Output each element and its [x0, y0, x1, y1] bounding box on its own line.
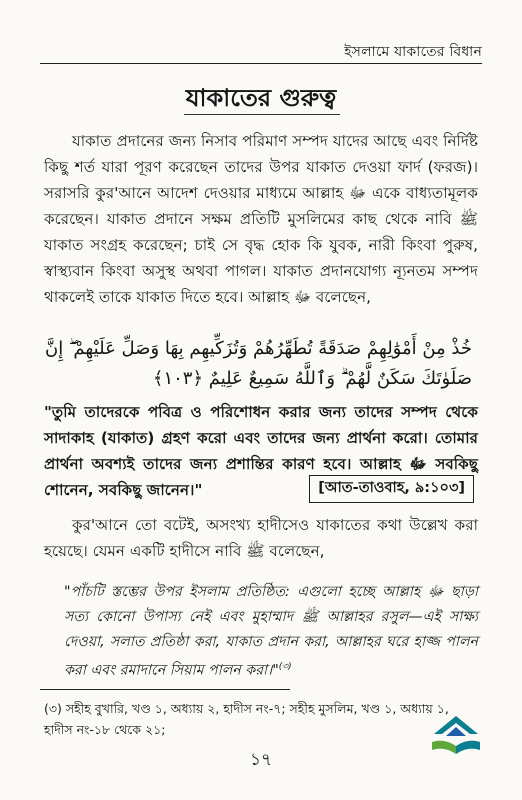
- logo-book-right: [456, 741, 480, 754]
- header-rule: [40, 63, 482, 64]
- footnote: (৩) সহীহ বুখারি, খণ্ড ১, অধ্যায় ২, হাদীস নং-৭; সহীহ মুসলিম, খণ্ড ১, অধ্যায় ১, হাদীস নং-১৮ থেকে ২১;: [44, 701, 449, 737]
- main-paragraph: [44, 128, 478, 310]
- section-title: যাকাতের গুরুত্ব: [185, 84, 337, 112]
- footnote-marker: (৩): [278, 662, 292, 672]
- footnote-rule: [40, 689, 290, 690]
- title-underline: [184, 114, 340, 115]
- paragraph-2: কুর'আনে তো বটেই, অসংখ্য হাদীসেও যাকাতের কথা উল্লেখ করা হয়েছে। যেমন একটি হাদীসে নাবি ﷺ বলেছেন,: [44, 516, 478, 560]
- hadith-text: "পাঁচটি স্তম্ভের উপর ইসলাম প্রতিষ্ঠিত: এগুলো হচ্ছে আল্লাহ ﷻ ছাড়া সত্য কোনো উপাস্য নেই এবং মুহাম্মাদ ﷺ আল্লাহর রসুল—এই সাক্ষ্য দেওয়া, সলাত প্রতিষ্ঠা করা, যাকাত প্রদান করা, আল্লাহর ঘরে হাজ্জ পালন করা এবং রমাদানে সিয়াম পালন করা।": [64, 584, 478, 679]
- verse-source: [আত-তাওবাহ, ৯:১০৩]: [309, 475, 474, 503]
- running-header: ইসলামে যাকাতের বিধান: [344, 44, 482, 60]
- hadith-quote: [64, 580, 478, 684]
- arabic-verse: خُذْ مِنْ أَمْوَٰلِهِمْ صَدَقَةً تُطَهِّرُهُمْ وَتُزَكِّيهِم بِهَا وَصَلِّ عَلَيْهِمْ ۖ إِنَّ صَلَوٰتَكَ سَكَنٌ لَّهُمْ ۗ وَٱللَّهُ سَمِيعٌ عَلِيمٌ ﴿١٠٣﴾: [44, 338, 472, 389]
- publisher-logo-icon: [424, 712, 488, 762]
- page-number: ১৭: [249, 750, 273, 770]
- paragraph-1: যাকাত প্রদানের জন্য নিসাব পরিমাণ সম্পদ যাদের আছে এবং নির্দিষ্ট কিছু শর্ত যারা পূরণ করেছেন তাদের উপর যাকাত দেওয়া ফার্দ (ফরজ)। সরাসরি কুর'আনে আদেশ দেওয়ার মাধ্যমে আল্লাহ ﷻ একে বাধ্যতামূলক করেছেন। যাকাত প্রদানে সক্ষম প্রতিটি মুসলিমের কাছ থেকে নাবি ﷺ যাকাত সংগ্রহ করেছেন; চাই সে বৃদ্ধ হোক কি যুবক, নারী কিংবা পুরুষ, স্বাস্থ্যবান কিংবা অসুস্থ অথবা পাগল। যাকাত প্রদানযোগ্য ন্যূনতম সম্পদ থাকলেই তাকে যাকাত দিতে হবে। আল্লাহ ﷻ বলেছেন,: [44, 132, 478, 306]
- second-paragraph: [44, 512, 478, 564]
- logo-book-left: [432, 741, 456, 754]
- verse-translation: "তুমি তাদেরকে পবিত্র ও পরিশোধন করার জন্য তাদের সম্পদ থেকে সাদাকাহ (যাকাত) গ্রহণ করো এবং তাদের জন্য প্রার্থনা করো। তোমার প্রার্থনা অবশ্যই তাদের জন্য প্রশান্তির কারণ হবে। আল্লাহ ﷻ সবকিছু শোনেন, সবকিছু জানেন।": [44, 403, 478, 499]
